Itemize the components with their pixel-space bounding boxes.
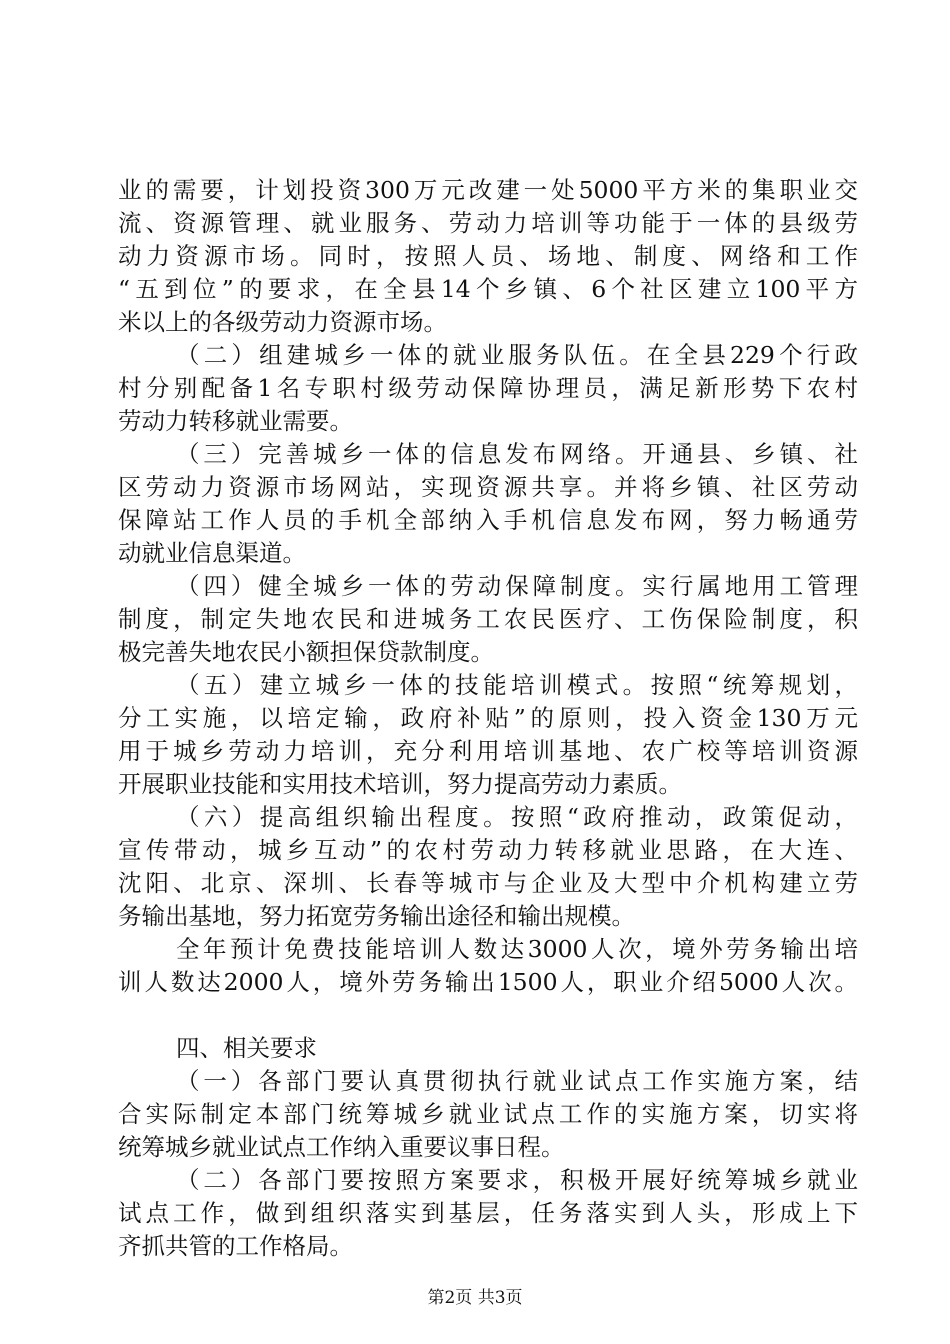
text-line: 宣传带动，城乡互动”的农村劳动力转移就业思路，在大连、 (118, 836, 858, 864)
text-line: 分工实施，以培定输，政府补贴”的原则，投入资金130万元 (118, 704, 858, 732)
text-line: 开展职业技能和实用技术培训，努力提高劳动力素质。 (118, 770, 682, 798)
text-line: 沈阳、北京、深圳、长春等城市与企业及大型中介机构建立劳 (118, 869, 858, 897)
text-line: 动力资源市场。同时，按照人员、场地、制度、网络和工作 (118, 242, 858, 270)
text-line: （三）完善城乡一体的信息发布网络。开通县、乡镇、社 (176, 440, 858, 468)
page-footer: 第2页 共3页 (427, 1288, 523, 1308)
text-line: 务输出基地，努力拓宽劳务输出途径和输出规模。 (118, 902, 635, 930)
text-line: （四）健全城乡一体的劳动保障制度。实行属地用工管理 (176, 572, 858, 600)
text-line: 区劳动力资源市场网站，实现资源共享。并将乡镇、社区劳动 (118, 473, 858, 501)
text-line: 制度，制定失地农民和进城务工农民医疗、工伤保险制度，积 (118, 605, 858, 633)
text-line: （一）各部门要认真贯彻执行就业试点工作实施方案，结 (176, 1067, 858, 1095)
section-heading: 四、相关要求 (176, 1034, 317, 1062)
paragraph-gap (118, 999, 858, 1032)
text-line: 村分别配备1名专职村级劳动保障协理员，满足新形势下农村 (118, 374, 858, 402)
text-line: （二）各部门要按照方案要求，积极开展好统筹城乡就业 (176, 1166, 858, 1194)
text-line: 米以上的各级劳动力资源市场。 (118, 308, 447, 336)
text-line: （五）建立城乡一体的技能培训模式。按照“统筹规划， (176, 671, 858, 699)
text-line: （六）提高组织输出程度。按照“政府推动，政策促动， (176, 803, 858, 831)
text-line: 齐抓共管的工作格局。 (118, 1232, 353, 1260)
text-line: 业的需要，计划投资300万元改建一处5000平方米的集职业交 (118, 176, 858, 204)
text-line: 合实际制定本部门统筹城乡就业试点工作的实施方案，切实将 (118, 1100, 858, 1128)
text-line: 流、资源管理、就业服务、劳动力培训等功能于一体的县级劳 (118, 209, 858, 237)
text-line: 劳动力转移就业需要。 (118, 407, 353, 435)
text-line: 统筹城乡就业试点工作纳入重要议事日程。 (118, 1133, 565, 1161)
text-line: “五到位”的要求，在全县14个乡镇、6个社区建立100平方 (118, 275, 858, 303)
text-line: 训人数达2000人，境外劳务输出1500人，职业介绍5000人次。 (118, 968, 858, 996)
text-line: 试点工作，做到组织落实到基层，任务落实到人头，形成上下 (118, 1199, 858, 1227)
text-line: 动就业信息渠道。 (118, 539, 306, 567)
text-line: （二）组建城乡一体的就业服务队伍。在全县229个行政 (176, 341, 858, 369)
text-line: 全年预计免费技能培训人数达3000人次，境外劳务输出培 (176, 935, 858, 963)
text-line: 用于城乡劳动力培训，充分利用培训基地、农广校等培训资源 (118, 737, 858, 765)
text-line: 极完善失地农民小额担保贷款制度。 (118, 638, 494, 666)
document-body (118, 174, 858, 1263)
text-line: 保障站工作人员的手机全部纳入手机信息发布网，努力畅通劳 (118, 506, 858, 534)
